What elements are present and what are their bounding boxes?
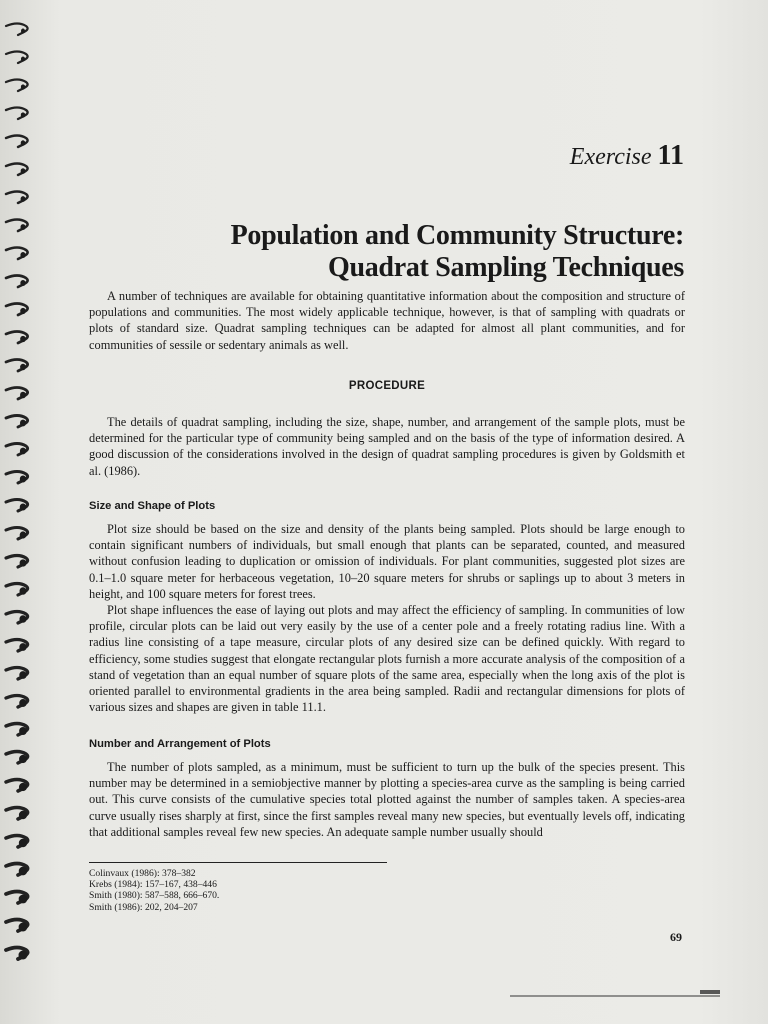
binding-ring-icon xyxy=(4,916,32,934)
reference-item: Krebs (1984): 157–167, 438–446 xyxy=(89,879,217,891)
reference-item: Colinvaux (1986): 378–382 xyxy=(89,868,196,879)
binding-ring-icon xyxy=(4,160,32,178)
reference-item: Smith (1980): 587–588, 666–670. xyxy=(89,890,220,902)
reference-list xyxy=(89,868,219,913)
exercise-heading xyxy=(570,140,684,172)
size-shape-paragraph-2: Plot shape influences the ease of laying out plots and may affect the efficiency of sampling. In communities of low profile, circular plots can be laid out very easily by the use of a center pole and a freely rotating radius line. With a radius line consisting of a tape measure, circular plots of any desired size can be defined quickly. With regard to efficiency, some studies suggest that elongate rectangular plots furnish a more accurate analysis of the composition of a stand of vegetation than an equal number of square plots of the same area, especially when the long axis of the plot is oriented parallel to environmental gradients in the area being sampled. Radii and rectangular dimensions for plots of various sizes and shapes are given in table 11.1. xyxy=(89,603,685,715)
binding-ring-icon xyxy=(4,272,32,290)
binding-ring-icon xyxy=(4,720,32,738)
intro-paragraph: A number of techniques are available for obtaining quantitative information about the composition and structure of populations and communities. The most widely applicable technique, however, is that of sampling with quadrats or plots of standard size. Quadrat sampling techniques can be adapted for almost all plant communities, and for communities of sessile or sedentary animals as well. xyxy=(89,289,685,352)
title-line-2: Quadrat Sampling Techniques xyxy=(327,252,684,283)
binding-ring-icon xyxy=(4,776,32,794)
binding-ring-icon xyxy=(4,496,32,514)
binding-ring-icon xyxy=(4,20,32,38)
binding-ring-icon xyxy=(4,860,32,878)
binding-ring-icon xyxy=(4,748,32,766)
binding-ring-icon xyxy=(4,832,32,850)
binding-ring-icon xyxy=(4,552,32,570)
reference-item: Smith (1986): 202, 204–207 xyxy=(89,901,198,913)
binding-ring-icon xyxy=(4,76,32,94)
binding-ring-icon xyxy=(4,328,32,346)
binding-ring-icon xyxy=(4,944,32,962)
number-arrangement-paragraph: The number of plots sampled, as a minimum, must be sufficient to turn up the bulk of the species present. This number may be determined in a semiobjective manner by plotting a species-area curve as the sampling is being carried out. This curve consists of the cumulative species total plotted against the number of samples taken. A species-area curve usually rises sharply at first, since the first samples reveal many new species, but eventually levels off, indicating that additional samples reveal few new species. An adequate sample number usually should xyxy=(89,760,685,839)
exercise-label: Exercise xyxy=(569,144,652,170)
scan-edge-mark xyxy=(700,990,720,994)
number-arrangement-heading: Number and Arrangement of Plots xyxy=(89,738,271,750)
binding-ring-icon xyxy=(4,300,32,318)
exercise-number: 11 xyxy=(657,140,684,171)
binding-ring-icon xyxy=(4,692,32,710)
binding-ring-icon xyxy=(4,608,32,626)
binding-ring-icon xyxy=(4,356,32,374)
binding-ring-icon xyxy=(4,664,32,682)
binding-ring-icon xyxy=(4,216,32,234)
footnote-rule xyxy=(89,862,387,863)
binding-ring-icon xyxy=(4,244,32,262)
binding-ring-icon xyxy=(4,888,32,906)
binding-ring-icon xyxy=(4,580,32,598)
scan-edge-mark xyxy=(510,995,720,997)
size-shape-paragraph-1: Plot size should be based on the size and density of the plants being sampled. Plots should be large enough to contain significant numbers of individuals, but small enough that plants can be separated, counted, and measured without confusion leading to duplication or omission of individuals. For plant communities, suggested plot sizes are 0.1–1.0 square meter for herbaceous vegetation, 10–20 square meters for shrubs or saplings up to about 3 meters in height, and 100 square meters for forest trees. xyxy=(89,522,685,601)
binding-ring-icon xyxy=(4,132,32,150)
binding-ring-icon xyxy=(4,412,32,430)
binding-ring-icon xyxy=(4,440,32,458)
binding-ring-icon xyxy=(4,48,32,66)
binding-ring-icon xyxy=(4,384,32,402)
title-line-1: Population and Community Structure: xyxy=(230,220,684,251)
page-number: 69 xyxy=(670,930,682,944)
binding-ring-icon xyxy=(4,636,32,654)
binding-ring-icon xyxy=(4,468,32,486)
binding-ring-icon xyxy=(4,104,32,122)
size-shape-heading: Size and Shape of Plots xyxy=(89,500,216,512)
page-title xyxy=(231,220,684,284)
binding-ring-icon xyxy=(4,188,32,206)
spiral-binding xyxy=(0,20,40,970)
binding-ring-icon xyxy=(4,524,32,542)
procedure-paragraph: The details of quadrat sampling, including the size, shape, number, and arrangement of the sample plots, must be determined for the particular type of community being sampled and on the basis of the type of information desired. A good discussion of the considerations involved in the design of quadrat sampling procedures is given by Goldsmith et al. (1986). xyxy=(89,415,685,478)
binding-ring-icon xyxy=(4,804,32,822)
procedure-heading: PROCEDURE xyxy=(348,380,426,392)
